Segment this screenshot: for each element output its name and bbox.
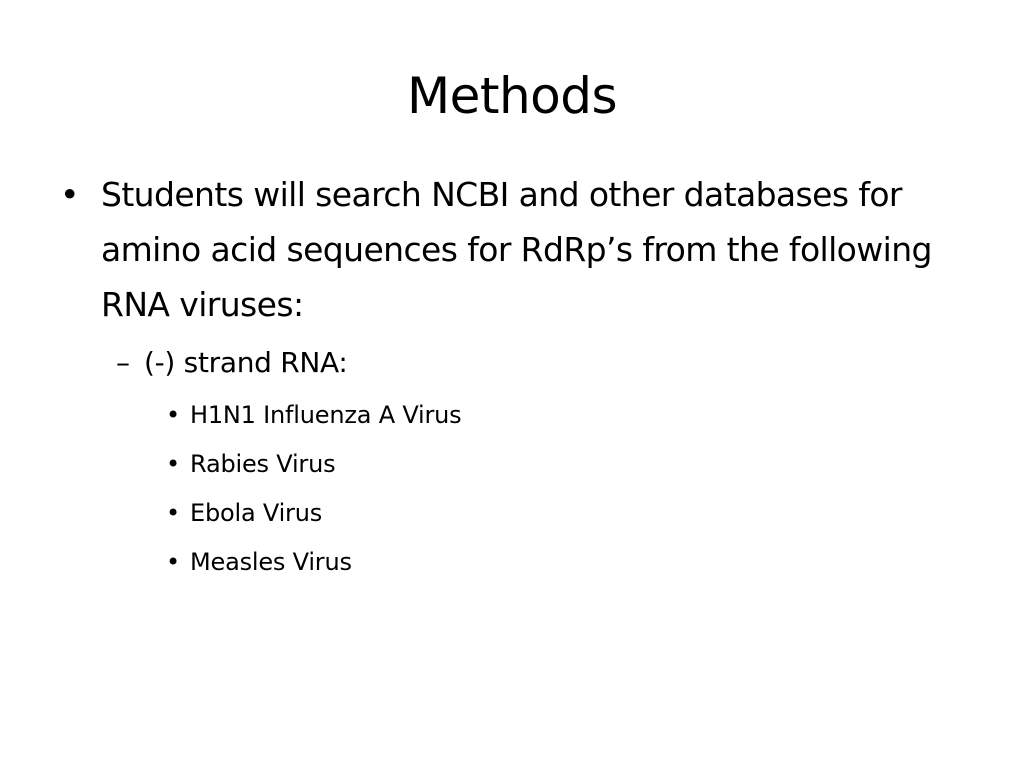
sub-bullet xyxy=(116,342,916,384)
dash-marker: – xyxy=(116,346,130,379)
slide-title: Methods xyxy=(406,67,618,125)
bullet-marker: • xyxy=(166,401,181,429)
list-item xyxy=(166,446,866,482)
virus-name: Ebola Virus xyxy=(190,499,323,527)
bullet-marker: • xyxy=(166,499,181,527)
bullet-marker: • xyxy=(166,548,181,576)
main-bullet-text: Students will search NCBI and other databases for amino acid sequences for RdRp’s from the following RNA viruses: xyxy=(101,175,932,324)
virus-name: H1N1 Influenza A Virus xyxy=(190,401,462,429)
list-item xyxy=(166,397,866,433)
list-item xyxy=(166,495,866,531)
virus-name: Measles Virus xyxy=(190,548,352,576)
bullet-marker: • xyxy=(60,175,80,214)
bullet-marker: • xyxy=(166,450,181,478)
virus-name: Rabies Virus xyxy=(190,450,336,478)
list-item xyxy=(166,544,866,580)
main-bullet xyxy=(60,167,990,332)
sub-bullet-text: (-) strand RNA: xyxy=(144,346,348,379)
